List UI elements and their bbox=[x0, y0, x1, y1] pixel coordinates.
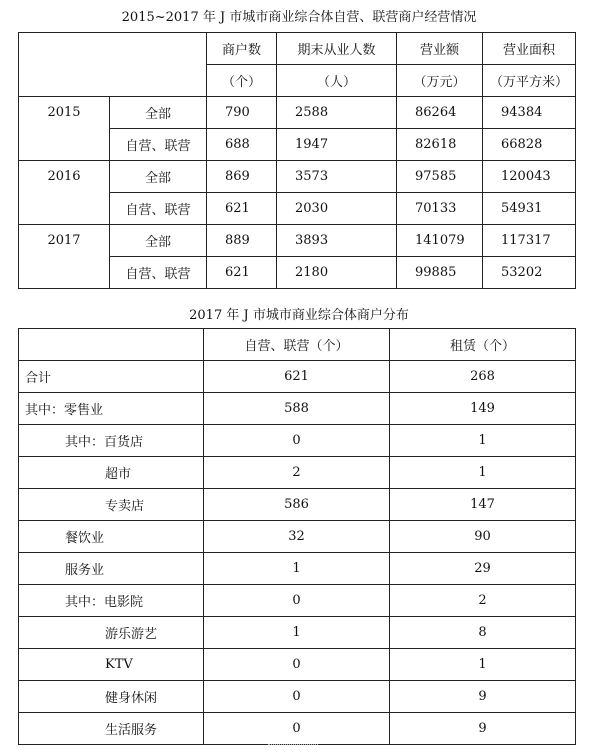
value-cell: 1 bbox=[390, 457, 576, 489]
table2-title: 2017 年 J 市城市商业综合体商户分布 bbox=[189, 308, 409, 323]
value-cell: 2 bbox=[390, 585, 576, 617]
value-cell: 0 bbox=[204, 649, 390, 681]
value-cell: 0 bbox=[204, 585, 390, 617]
value-cell: 1 bbox=[204, 553, 390, 585]
value-cell: 1947 bbox=[277, 129, 397, 161]
header-leased: 租赁（个） bbox=[390, 329, 576, 361]
value-cell: 9 bbox=[390, 713, 576, 745]
value-cell: 2180 bbox=[277, 257, 397, 289]
value-cell: 99885 bbox=[397, 257, 483, 289]
table-row bbox=[19, 97, 576, 129]
value-cell: 94384 bbox=[483, 97, 576, 129]
value-cell: 117317 bbox=[483, 225, 576, 257]
table-row bbox=[19, 457, 576, 489]
header-employees: 期末从业人数 bbox=[277, 33, 397, 65]
header-merchants: 商户数 bbox=[207, 33, 277, 65]
value-cell: 3573 bbox=[277, 161, 397, 193]
year-cell: 2017 bbox=[19, 225, 110, 289]
table-row bbox=[19, 521, 576, 553]
table-row bbox=[19, 713, 576, 745]
header-self-operated: 自营、联营（个） bbox=[204, 329, 390, 361]
value-cell: 9 bbox=[390, 681, 576, 713]
table-row bbox=[19, 649, 576, 681]
table-row bbox=[19, 617, 576, 649]
value-cell: 0 bbox=[204, 713, 390, 745]
type-cell: 自营、联营 bbox=[110, 193, 207, 225]
value-cell: 2 bbox=[204, 457, 390, 489]
header-employees-unit: （人） bbox=[277, 65, 397, 97]
table-row bbox=[19, 393, 576, 425]
value-cell: 120043 bbox=[483, 161, 576, 193]
value-cell: 90 bbox=[390, 521, 576, 553]
table-row bbox=[19, 225, 576, 257]
value-cell: 8 bbox=[390, 617, 576, 649]
row-label: 餐饮业 bbox=[19, 521, 204, 553]
value-cell: 688 bbox=[207, 129, 277, 161]
value-cell: 82618 bbox=[397, 129, 483, 161]
value-cell: 586 bbox=[204, 489, 390, 521]
type-cell: 全部 bbox=[110, 161, 207, 193]
row-label: 生活服务 bbox=[19, 713, 204, 745]
table-row bbox=[19, 361, 576, 393]
value-cell: 141079 bbox=[397, 225, 483, 257]
table-row bbox=[19, 489, 576, 521]
header-area: 营业面积 bbox=[483, 33, 576, 65]
table-row bbox=[19, 585, 576, 617]
row-label: 健身休闲 bbox=[19, 681, 204, 713]
value-cell: 147 bbox=[390, 489, 576, 521]
value-cell: 149 bbox=[390, 393, 576, 425]
value-cell: 889 bbox=[207, 225, 277, 257]
value-cell: 29 bbox=[390, 553, 576, 585]
page-divider bbox=[268, 744, 318, 745]
table-row bbox=[19, 553, 576, 585]
table1-corner-cell bbox=[19, 33, 207, 97]
value-cell: 268 bbox=[390, 361, 576, 393]
value-cell: 66828 bbox=[483, 129, 576, 161]
table-row bbox=[19, 161, 576, 193]
value-cell: 869 bbox=[207, 161, 277, 193]
table2-header-row bbox=[19, 329, 576, 361]
value-cell: 3893 bbox=[277, 225, 397, 257]
table-row bbox=[19, 425, 576, 457]
distribution-table bbox=[18, 328, 576, 745]
table-row bbox=[19, 681, 576, 713]
value-cell: 32 bbox=[204, 521, 390, 553]
header-revenue-unit: （万元） bbox=[397, 65, 483, 97]
row-label: 超市 bbox=[19, 457, 204, 489]
value-cell: 54931 bbox=[483, 193, 576, 225]
value-cell: 588 bbox=[204, 393, 390, 425]
row-label: 合计 bbox=[19, 361, 204, 393]
header-merchants-unit: （个） bbox=[207, 65, 277, 97]
value-cell: 1 bbox=[390, 425, 576, 457]
value-cell: 621 bbox=[204, 361, 390, 393]
value-cell: 53202 bbox=[483, 257, 576, 289]
value-cell: 2030 bbox=[277, 193, 397, 225]
header-revenue: 营业额 bbox=[397, 33, 483, 65]
value-cell: 1 bbox=[204, 617, 390, 649]
value-cell: 70133 bbox=[397, 193, 483, 225]
value-cell: 2588 bbox=[277, 97, 397, 129]
type-cell: 全部 bbox=[110, 97, 207, 129]
value-cell: 97585 bbox=[397, 161, 483, 193]
year-cell: 2016 bbox=[19, 161, 110, 225]
table1-title: 2015~2017 年 J 市城市商业综合体自营、联营商户经营情况 bbox=[121, 10, 477, 25]
value-cell: 621 bbox=[207, 257, 277, 289]
operations-table bbox=[18, 32, 576, 289]
type-cell: 自营、联营 bbox=[110, 129, 207, 161]
row-label: 其中：零售业 bbox=[19, 393, 204, 425]
value-cell: 0 bbox=[204, 681, 390, 713]
header-area-unit: （万平方米） bbox=[483, 65, 576, 97]
table1-header-row bbox=[19, 33, 576, 65]
row-label: 其中：百货店 bbox=[19, 425, 204, 457]
value-cell: 1 bbox=[390, 649, 576, 681]
value-cell: 790 bbox=[207, 97, 277, 129]
row-label: 其中：电影院 bbox=[19, 585, 204, 617]
type-cell: 自营、联营 bbox=[110, 257, 207, 289]
row-label: 专卖店 bbox=[19, 489, 204, 521]
year-cell: 2015 bbox=[19, 97, 110, 161]
row-label: KTV bbox=[19, 649, 204, 681]
table2-corner-cell bbox=[19, 329, 204, 361]
type-cell: 全部 bbox=[110, 225, 207, 257]
value-cell: 0 bbox=[204, 425, 390, 457]
value-cell: 621 bbox=[207, 193, 277, 225]
row-label: 游乐游艺 bbox=[19, 617, 204, 649]
value-cell: 86264 bbox=[397, 97, 483, 129]
row-label: 服务业 bbox=[19, 553, 204, 585]
